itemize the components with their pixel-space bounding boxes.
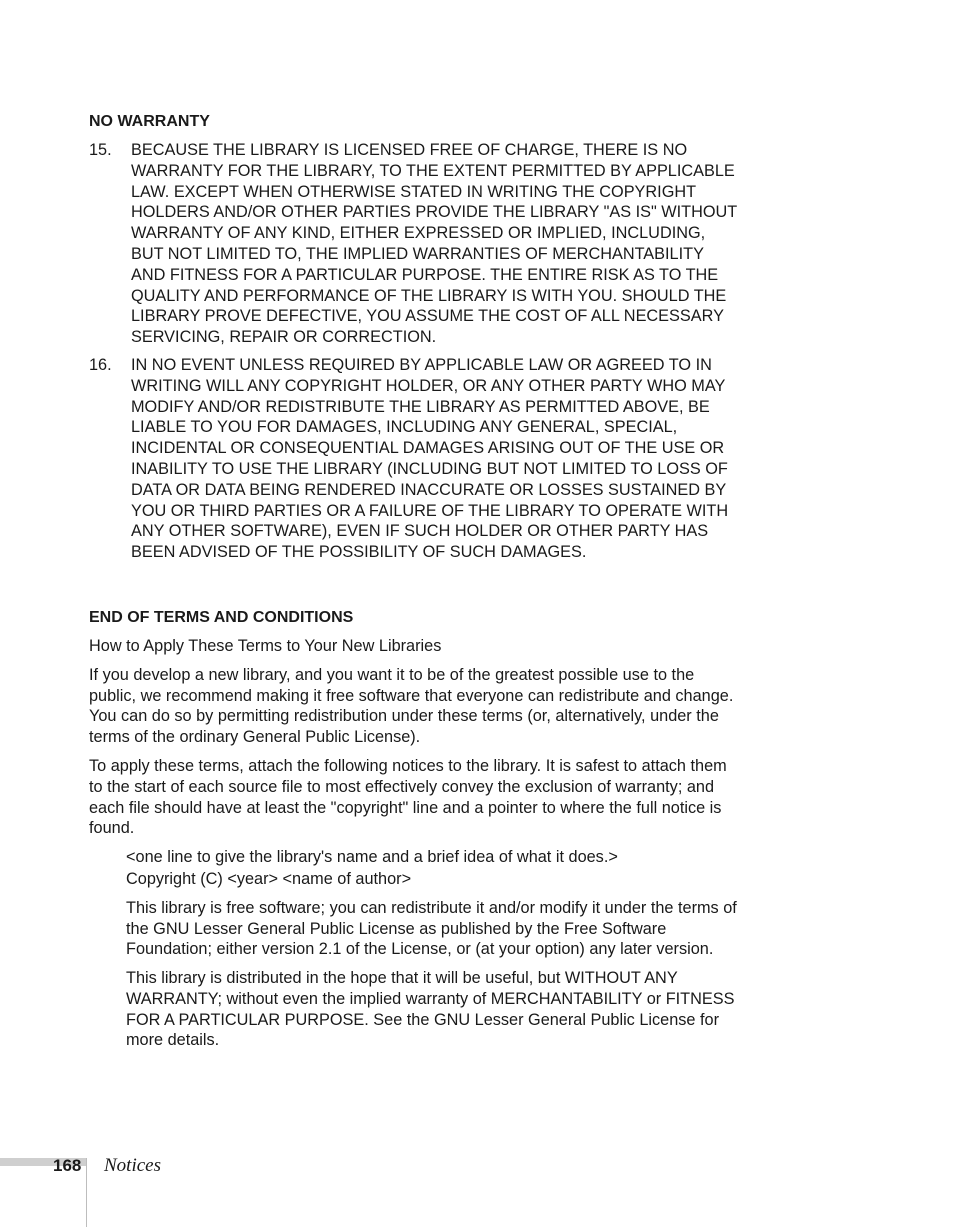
end-of-terms-heading: END OF TERMS AND CONDITIONS xyxy=(89,608,354,626)
spacer xyxy=(89,570,737,608)
notice-line: <one line to give the library's name and a brief idea of what it does.> xyxy=(126,848,618,867)
item-text: IN NO EVENT UNLESS REQUIRED BY APPLICABLE LAW OR AGREED TO IN WRITING WILL ANY COPYRIGHT HOLDER, OR ANY OTHER PARTY WHO MAY MODIFY AND/OR REDISTRIBUTE THE LIBRARY AS PERMITTED ABOVE, BE LIABLE TO YOU FOR DAMAGES, INCLUDING ANY GENERAL, SPECIAL, INCIDENTAL OR CONSEQUENTIAL DAMAGES ARISING OUT OF THE USE OR INABILITY TO USE THE LIBRARY (INCLUDING BUT NOT LIMITED TO LOSS OF DATA OR DATA BEING RENDERED INACCURATE OR LOSSES SUSTAINED BY YOU OR THIRD PARTIES OR A FAILURE OF THE LIBRARY TO OPERATE WITH ANY OTHER SOFTWARE), EVEN IF SUCH HOLDER OR OTHER PARTY HAS BEEN ADVISED OF THE POSSIBILITY OF SUCH DAMAGES. xyxy=(131,355,729,562)
how-to-apply-subheading: How to Apply These Terms to Your New Libraries xyxy=(89,636,442,655)
item-number: 15. xyxy=(89,141,112,159)
page-number: 168 xyxy=(53,1156,82,1175)
paragraph: If you develop a new library, and you want it to be of the greatest possible use to the public, we recommend making it free software that everyone can redistribute and change. You can do so by permitting redistribution under these terms (or, alternatively, under the terms of the ordinary General Public License). xyxy=(89,665,734,747)
page-content xyxy=(89,112,737,1059)
no-warranty-heading: NO WARRANTY xyxy=(89,113,210,130)
list-item xyxy=(89,140,737,348)
paragraph: To apply these terms, attach the following notices to the library. It is safest to attach them to the start of each source file to most effectively convey the exclusion of warranty; and each file should have at least the "copyright" line and a pointer to where the full notice is found. xyxy=(89,756,727,838)
item-number: 16. xyxy=(89,355,112,374)
notice-paragraph: This library is free software; you can redistribute it and/or modify it under the terms of the GNU Lesser General Public License as published by the Free Software Foundation; either version 2.1 of the License, or (at your option) any later version. xyxy=(126,898,737,959)
notice-line: Copyright (C) <year> <name of author> xyxy=(126,869,412,888)
list-item xyxy=(89,355,737,563)
notice-paragraph: This library is distributed in the hope that it will be useful, but WITHOUT ANY WARRANTY; without even the implied warranty of MERCHANTABILITY or FITNESS FOR A PARTICULAR PURPOSE. See the GNU Lesser General Public License for more details. xyxy=(126,969,735,1050)
footer-rule xyxy=(86,1158,87,1227)
section-name: Notices xyxy=(104,1155,161,1176)
item-text: BECAUSE THE LIBRARY IS LICENSED FREE OF CHARGE, THERE IS NO WARRANTY FOR THE LIBRARY, TO THE EXTENT PERMITTED BY APPLICABLE LAW. EXCEPT WHEN OTHERWISE STATED IN WRITING THE COPYRIGHT HOLDERS AND/OR OTHER PARTIES PROVIDE THE LIBRARY "AS IS" WITHOUT WARRANTY OF ANY KIND, EITHER EXPRESSED OR IMPLIED, INCLUDING, BUT NOT LIMITED TO, THE IMPLIED WARRANTIES OF MERCHANTABILITY AND FITNESS FOR A PARTICULAR PURPOSE. THE ENTIRE RISK AS TO THE QUALITY AND PERFORMANCE OF THE LIBRARY IS WITH YOU. SHOULD THE LIBRARY PROVE DEFECTIVE, YOU ASSUME THE COST OF ALL NECESSARY SERVICING, REPAIR OR CORRECTION. xyxy=(131,141,737,347)
